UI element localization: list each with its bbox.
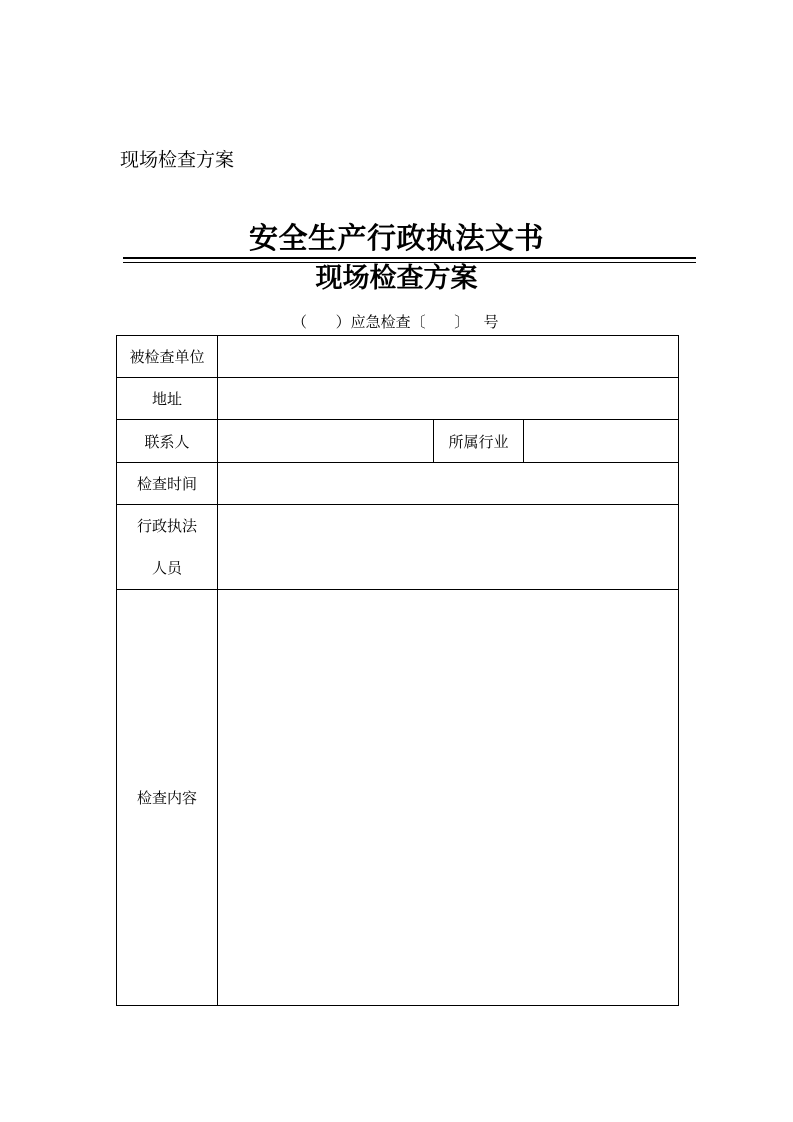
form-row-inspection-content — [117, 590, 679, 1006]
industry-label: 所属行业 — [434, 420, 524, 463]
address-label: 地址 — [117, 378, 218, 420]
page-header-title: 现场检查方案 — [120, 149, 235, 171]
form-row-inspection-time — [117, 463, 679, 505]
enforcement-staff-label-line1: 行政执法 — [136, 517, 197, 535]
inspection-time-label: 检查时间 — [117, 463, 218, 505]
inspection-time-field[interactable] — [218, 463, 679, 505]
inspected-unit-field[interactable] — [218, 336, 679, 378]
heading-rule-thick — [123, 257, 696, 259]
inspection-content-label: 检查内容 — [117, 590, 218, 1006]
inspected-unit-label: 被检查单位 — [117, 336, 218, 378]
document-heading: 安全生产行政执法文书 — [248, 221, 544, 255]
form-row-inspected-unit — [117, 336, 679, 378]
contact-label: 联系人 — [117, 420, 218, 463]
document-subheading: 现场检查方案 — [315, 263, 478, 294]
enforcement-staff-field[interactable] — [218, 505, 679, 590]
contact-field[interactable] — [218, 420, 434, 463]
form-row-enforcement-staff — [117, 505, 679, 590]
address-field[interactable] — [218, 378, 679, 420]
enforcement-staff-label-line2: 人员 — [151, 559, 182, 577]
form-row-address — [117, 378, 679, 420]
industry-field[interactable] — [524, 420, 679, 463]
inspection-plan-form — [116, 335, 679, 1006]
form-row-contact — [117, 420, 679, 463]
enforcement-staff-label — [117, 505, 218, 590]
inspection-content-field[interactable] — [218, 590, 679, 1006]
document-number-line: （ ）应急检查〔 〕 号 — [292, 313, 499, 331]
